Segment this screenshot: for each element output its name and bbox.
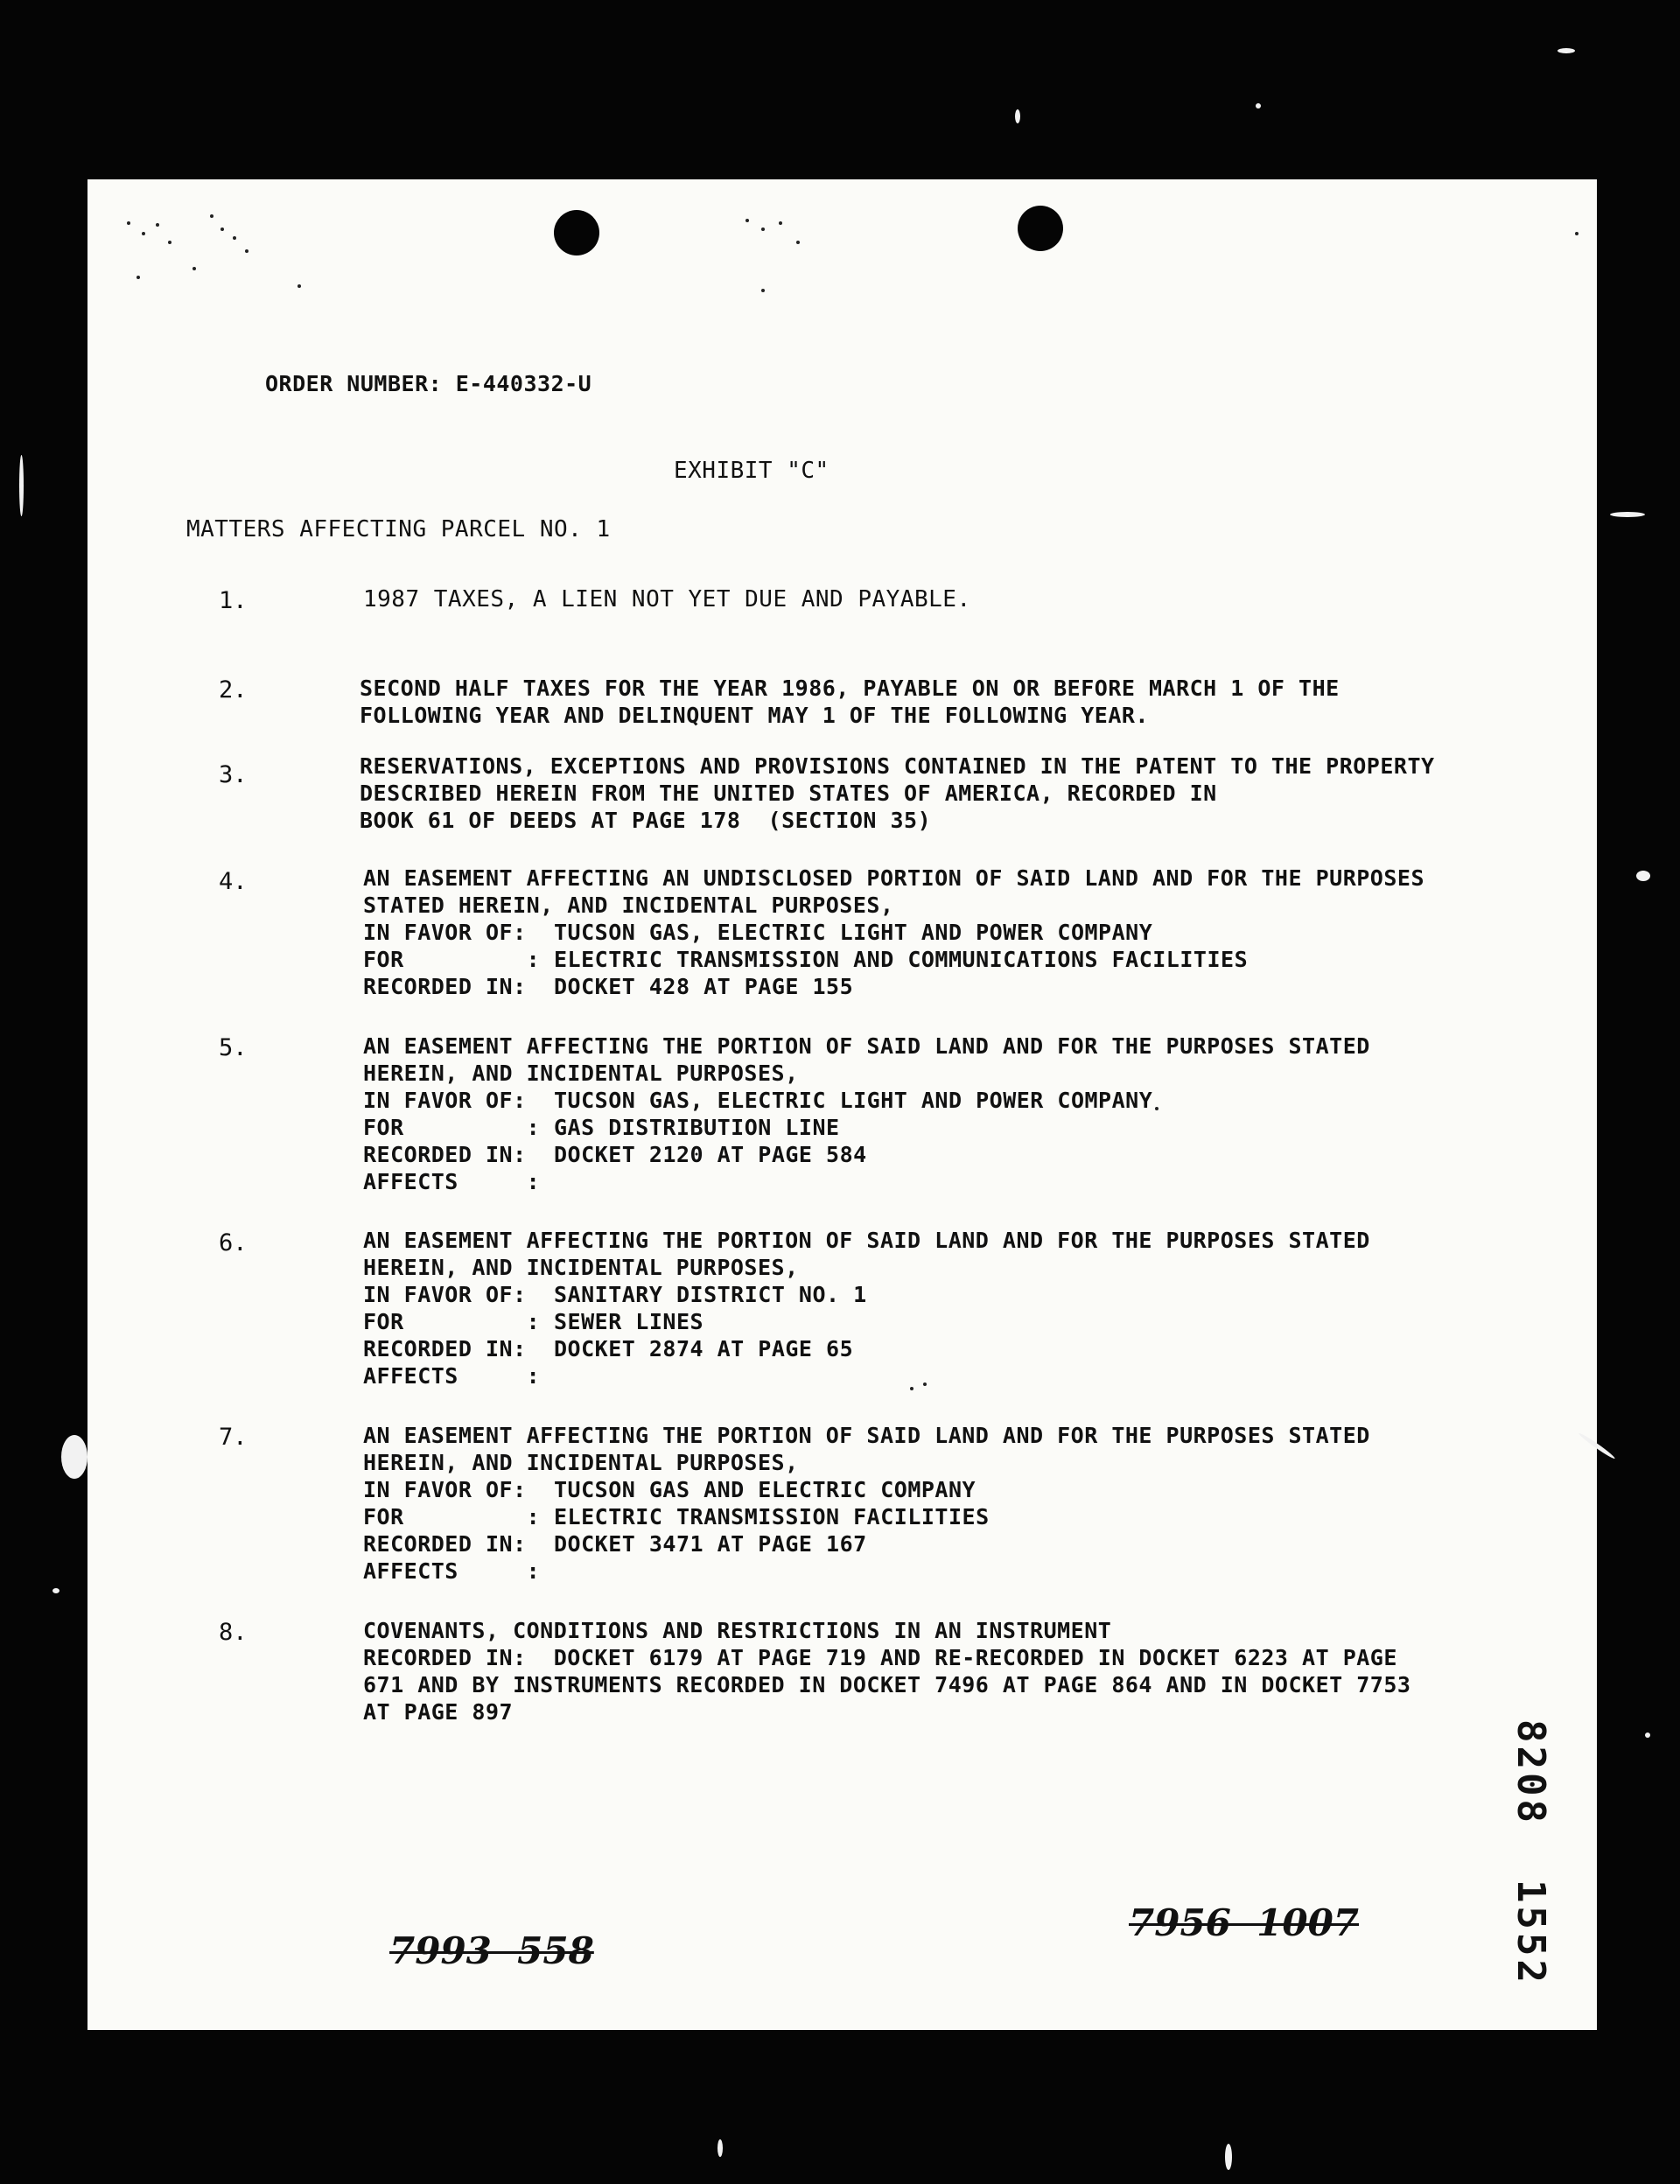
item-number: 7.: [219, 1424, 248, 1451]
field-recorded-in: RECORDED IN: DOCKET 2874 AT PAGE 65: [363, 1336, 854, 1362]
item-text-line: HEREIN, AND INCIDENTAL PURPOSES,: [363, 1060, 799, 1086]
struck-recording-number-left: 7993 558: [389, 1929, 594, 1972]
item-text-line: FOLLOWING YEAR AND DELINQUENT MAY 1 OF THE FOLLOWING YEAR.: [360, 703, 1149, 728]
item-text-line: SECOND HALF TAXES FOR THE YEAR 1986, PAYABLE ON OR BEFORE MARCH 1 OF THE: [360, 676, 1340, 701]
field-recorded-in: RECORDED IN: DOCKET 428 AT PAGE 155: [363, 974, 854, 999]
list-item: [360, 675, 1340, 729]
list-item: [363, 1617, 1410, 1726]
item-text-line: RESERVATIONS, EXCEPTIONS AND PROVISIONS CONTAINED IN THE PATENT TO THE PROPERTY: [360, 753, 1435, 779]
item-number: 8.: [219, 1619, 248, 1646]
field-in-favor-of: IN FAVOR OF: TUCSON GAS, ELECTRIC LIGHT AND POWER COMPANY: [363, 1088, 1153, 1113]
item-text-line: BOOK 61 OF DEEDS AT PAGE 178 (SECTION 35): [360, 808, 932, 833]
field-for: FOR : GAS DISTRIBUTION LINE: [363, 1115, 840, 1140]
exhibit-title: EXHIBIT "C": [674, 458, 830, 484]
field-recorded-in: RECORDED IN: DOCKET 3471 AT PAGE 167: [363, 1531, 867, 1557]
vertical-recording-stamp: 8208 1552: [1508, 1719, 1553, 1986]
item-number: 5.: [219, 1034, 248, 1061]
list-item: [363, 1422, 1370, 1585]
field-affects: AFFECTS :: [363, 1558, 541, 1584]
struck-recording-number-right: 7956 1007: [1129, 1901, 1360, 1944]
item-text-line: RECORDED IN: DOCKET 6179 AT PAGE 719 AND RE-RECORDED IN DOCKET 6223 AT PAGE: [363, 1645, 1397, 1670]
punch-hole-right: [1018, 206, 1063, 251]
item-text-line: AN EASEMENT AFFECTING THE PORTION OF SAID LAND AND FOR THE PURPOSES STATED: [363, 1423, 1370, 1448]
order-number: ORDER NUMBER: E-440332-U: [265, 371, 592, 396]
item-text-line: 1987 TAXES, A LIEN NOT YET DUE AND PAYABLE.: [363, 586, 971, 612]
field-in-favor-of: IN FAVOR OF: TUCSON GAS AND ELECTRIC COMPANY: [363, 1477, 976, 1502]
item-text-line: AT PAGE 897: [363, 1699, 514, 1725]
list-item: [363, 586, 971, 613]
field-recorded-in: RECORDED IN: DOCKET 2120 AT PAGE 584: [363, 1142, 867, 1167]
document-page: [88, 179, 1597, 2030]
field-in-favor-of: IN FAVOR OF: TUCSON GAS, ELECTRIC LIGHT AND POWER COMPANY: [363, 920, 1153, 945]
field-for: FOR : ELECTRIC TRANSMISSION AND COMMUNICATIONS FACILITIES: [363, 947, 1249, 972]
item-text-line: HEREIN, AND INCIDENTAL PURPOSES,: [363, 1255, 799, 1280]
item-text-line: COVENANTS, CONDITIONS AND RESTRICTIONS IN AN INSTRUMENT: [363, 1618, 1112, 1643]
item-number: 6.: [219, 1229, 248, 1256]
field-for: FOR : ELECTRIC TRANSMISSION FACILITIES: [363, 1504, 990, 1530]
item-number: 4.: [219, 868, 248, 895]
item-text-line: AN EASEMENT AFFECTING THE PORTION OF SAID LAND AND FOR THE PURPOSES STATED: [363, 1228, 1370, 1253]
item-text-line: 671 AND BY INSTRUMENTS RECORDED IN DOCKET 7496 AT PAGE 864 AND IN DOCKET 7753: [363, 1672, 1411, 1698]
punch-hole-left: [554, 210, 599, 256]
list-item: [363, 864, 1424, 1000]
list-item: [360, 752, 1435, 834]
field-in-favor-of: IN FAVOR OF: SANITARY DISTRICT NO. 1: [363, 1282, 867, 1307]
item-number: 3.: [219, 761, 248, 788]
item-text-line: AN EASEMENT AFFECTING AN UNDISCLOSED PORTION OF SAID LAND AND FOR THE PURPOSES: [363, 865, 1424, 891]
list-item: [363, 1032, 1370, 1195]
item-number: 2.: [219, 676, 248, 704]
section-heading: MATTERS AFFECTING PARCEL NO. 1: [186, 516, 611, 542]
item-text-line: AN EASEMENT AFFECTING THE PORTION OF SAID LAND AND FOR THE PURPOSES STATED: [363, 1033, 1370, 1059]
list-item: [363, 1227, 1370, 1390]
item-number: 1.: [219, 587, 248, 614]
field-for: FOR : SEWER LINES: [363, 1309, 704, 1334]
item-text-line: DESCRIBED HEREIN FROM THE UNITED STATES OF AMERICA, RECORDED IN: [360, 780, 1217, 806]
item-text-line: HEREIN, AND INCIDENTAL PURPOSES,: [363, 1450, 799, 1475]
item-text-line: STATED HEREIN, AND INCIDENTAL PURPOSES,: [363, 892, 894, 918]
field-affects: AFFECTS :: [363, 1363, 541, 1389]
field-affects: AFFECTS :: [363, 1169, 541, 1194]
